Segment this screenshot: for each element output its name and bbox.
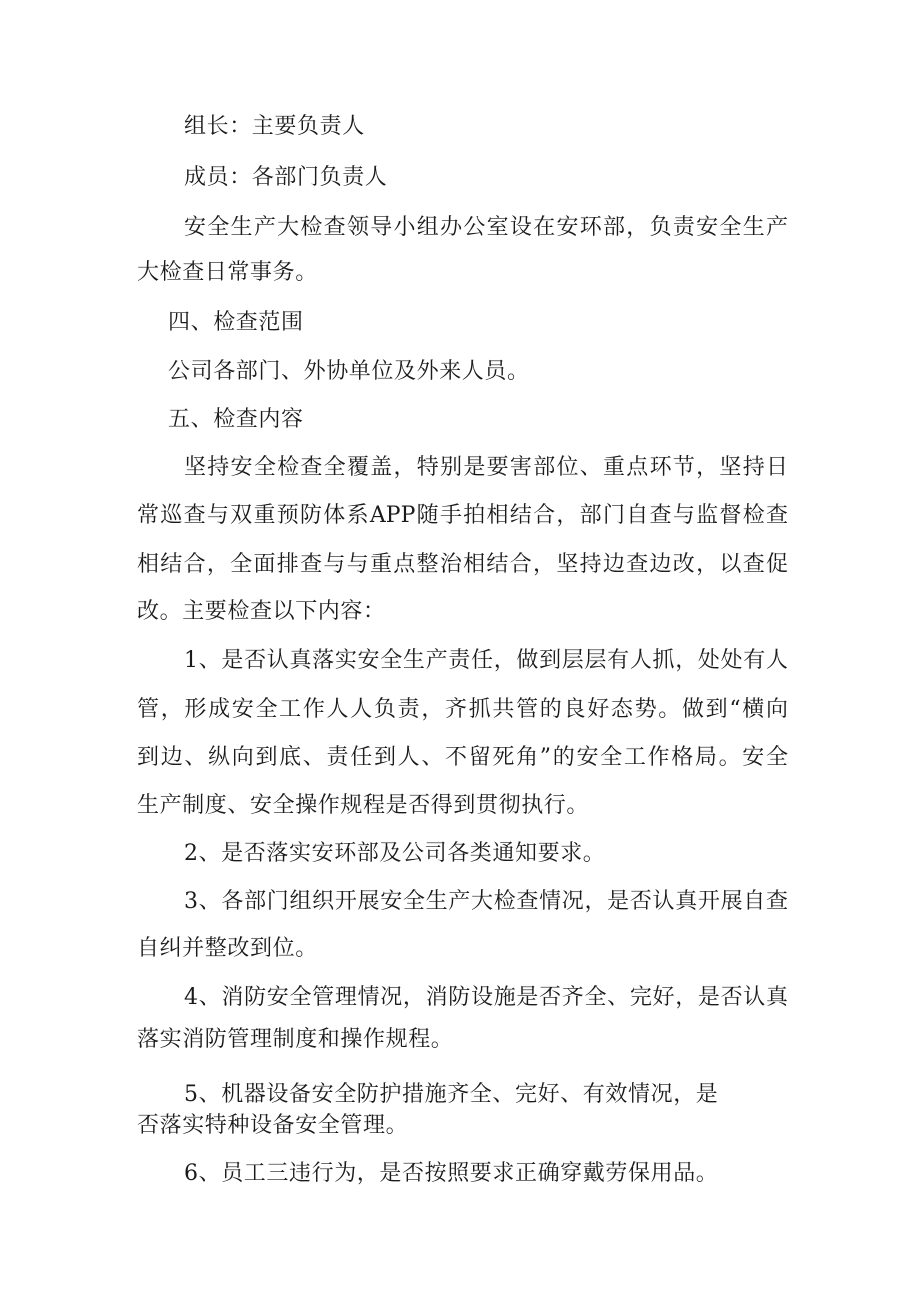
item-3-line-2: 自纠并整改到位。: [137, 936, 318, 961]
item-5-line-2: 否落实特种设备安全管理。: [137, 1113, 409, 1138]
content-paragraph-line-3: 相结合，全面排查与与重点整治相结合，坚持边查边改，以查促: [137, 552, 788, 577]
item-4-line-2: 落实消防管理制度和操作规程。: [137, 1027, 454, 1052]
item-1-line-1: 1、是否认真落实安全生产责任，做到层层有人抓，处处有人: [184, 648, 788, 673]
content-paragraph-line-1: 坚持安全检查全覆盖，特别是要害部位、重点环节，坚持日: [184, 455, 788, 480]
item-1-line-3: 到边、纵向到底、责任到人、不留死角”的安全工作格局。安全: [137, 745, 788, 770]
office-paragraph-line-1: 安全生产大检查领导小组办公室设在安环部，负责安全生产: [184, 215, 788, 240]
content-paragraph-line-2: 常巡查与双重预防体系APP随手拍相结合，部门自查与监督检查: [137, 503, 788, 528]
section-five-heading: 五、检查内容: [168, 407, 304, 432]
scope-paragraph: 公司各部门、外协单位及外来人员。: [168, 359, 530, 384]
item-6-line: 6、员工三违行为，是否按照要求正确穿戴劳保用品。: [184, 1161, 719, 1186]
item-1-line-2: 管，形成安全工作人人负责，齐抓共管的良好态势。做到“横向: [137, 697, 788, 722]
office-paragraph-line-2: 大检查日常事务。: [137, 260, 318, 285]
item-2-line: 2、是否落实安环部及公司各类通知要求。: [184, 841, 606, 866]
members-line: 成员：各部门负责人: [184, 165, 388, 190]
item-1-line-4: 生产制度、安全操作规程是否得到贯彻执行。: [137, 793, 590, 818]
item-4-line-1: 4、消防安全管理情况，消防设施是否齐全、完好，是否认真: [184, 985, 788, 1010]
section-four-heading: 四、检查范围: [168, 310, 304, 335]
item-3-line-1: 3、各部门组织开展安全生产大检查情况，是否认真开展自查: [184, 889, 788, 914]
content-paragraph-line-4: 改。主要检查以下内容：: [137, 599, 386, 624]
item-5-line-1: 5、机器设备安全防护措施齐全、完好、有效情况，是: [184, 1082, 719, 1107]
leader-line: 组长：主要负责人: [184, 114, 365, 139]
